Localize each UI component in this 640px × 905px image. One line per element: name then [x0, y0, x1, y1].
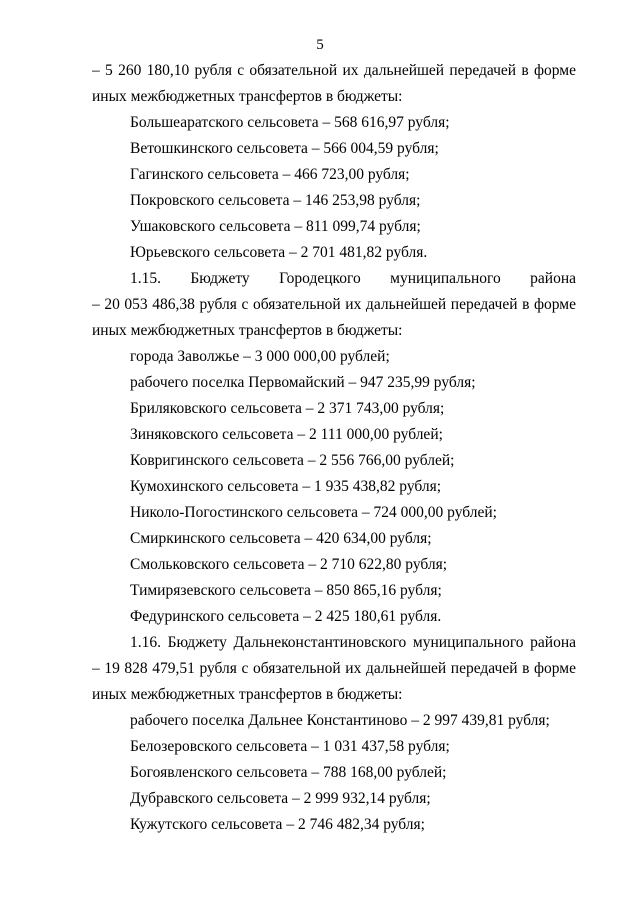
list-item: рабочего поселка Первомайский – 947 235,99 рубля; — [130, 374, 476, 391]
list-item: Богоявленского сельсовета – 788 168,00 рублей; — [130, 764, 447, 781]
text-line: – 19 828 479,51 рубля с обязательной их дальнейшей передачей в форме — [92, 660, 576, 677]
page-number: 5 — [316, 37, 324, 53]
list-item: Белозеровского сельсовета – 1 031 437,58 рубля; — [130, 738, 450, 755]
list-item: Николо-Погостинского сельсовета – 724 000,00 рублей; — [130, 504, 497, 521]
list-item: Ветошкинского сельсовета – 566 004,59 рубля; — [130, 140, 439, 157]
text-line: – 20 053 486,38 рубля с обязательной их дальнейшей передачей в форме — [92, 296, 576, 313]
section-heading-line: 1.15. Бюджету Городецкого муниципального района — [130, 270, 576, 287]
section-heading-line: 1.16. Бюджету Дальнеконстантиновского муниципального района — [130, 634, 576, 651]
list-item: рабочего поселка Дальнее Константиново – 2 997 439,81 рубля; — [130, 712, 550, 729]
text-line: иных межбюджетных трансфертов в бюджеты: — [92, 686, 403, 703]
text-line: иных межбюджетных трансфертов в бюджеты: — [92, 322, 403, 339]
list-item: Кумохинского сельсовета – 1 935 438,82 рубля; — [130, 478, 442, 495]
list-item: Тимирязевского сельсовета – 850 865,16 рубля; — [130, 582, 442, 599]
list-item: Смольковского сельсовета – 2 710 622,80 рубля; — [130, 556, 448, 573]
list-item: Зиняковского сельсовета – 2 111 000,00 рублей; — [130, 426, 443, 443]
list-item: Ушаковского сельсовета – 811 099,74 рубля; — [130, 218, 421, 235]
text-line: – 5 260 180,10 рубля с обязательной их дальнейшей передачей в форме — [92, 62, 576, 79]
list-item: Кужутского сельсовета – 2 746 482,34 рубля; — [130, 816, 425, 833]
list-item: Дубравского сельсовета – 2 999 932,14 рубля; — [130, 790, 431, 807]
list-item: Бриляковского сельсовета – 2 371 743,00 рубля; — [130, 400, 445, 417]
document-body — [92, 58, 576, 838]
list-item: Большеаратского сельсовета – 568 616,97 рубля; — [130, 114, 450, 131]
list-item: Гагинского сельсовета – 466 723,00 рубля; — [130, 166, 410, 183]
list-item: Федуринского сельсовета – 2 425 180,61 рубля. — [130, 608, 442, 625]
list-item: Юрьевского сельсовета – 2 701 481,82 рубля. — [130, 244, 428, 261]
list-item: Смиркинского сельсовета – 420 634,00 рубля; — [130, 530, 432, 547]
text-line: иных межбюджетных трансфертов в бюджеты: — [92, 88, 403, 105]
list-item: города Заволжье – 3 000 000,00 рублей; — [130, 348, 390, 365]
list-item: Покровского сельсовета – 146 253,98 рубля; — [130, 192, 421, 209]
list-item: Ковригинского сельсовета – 2 556 766,00 рублей; — [130, 452, 455, 469]
